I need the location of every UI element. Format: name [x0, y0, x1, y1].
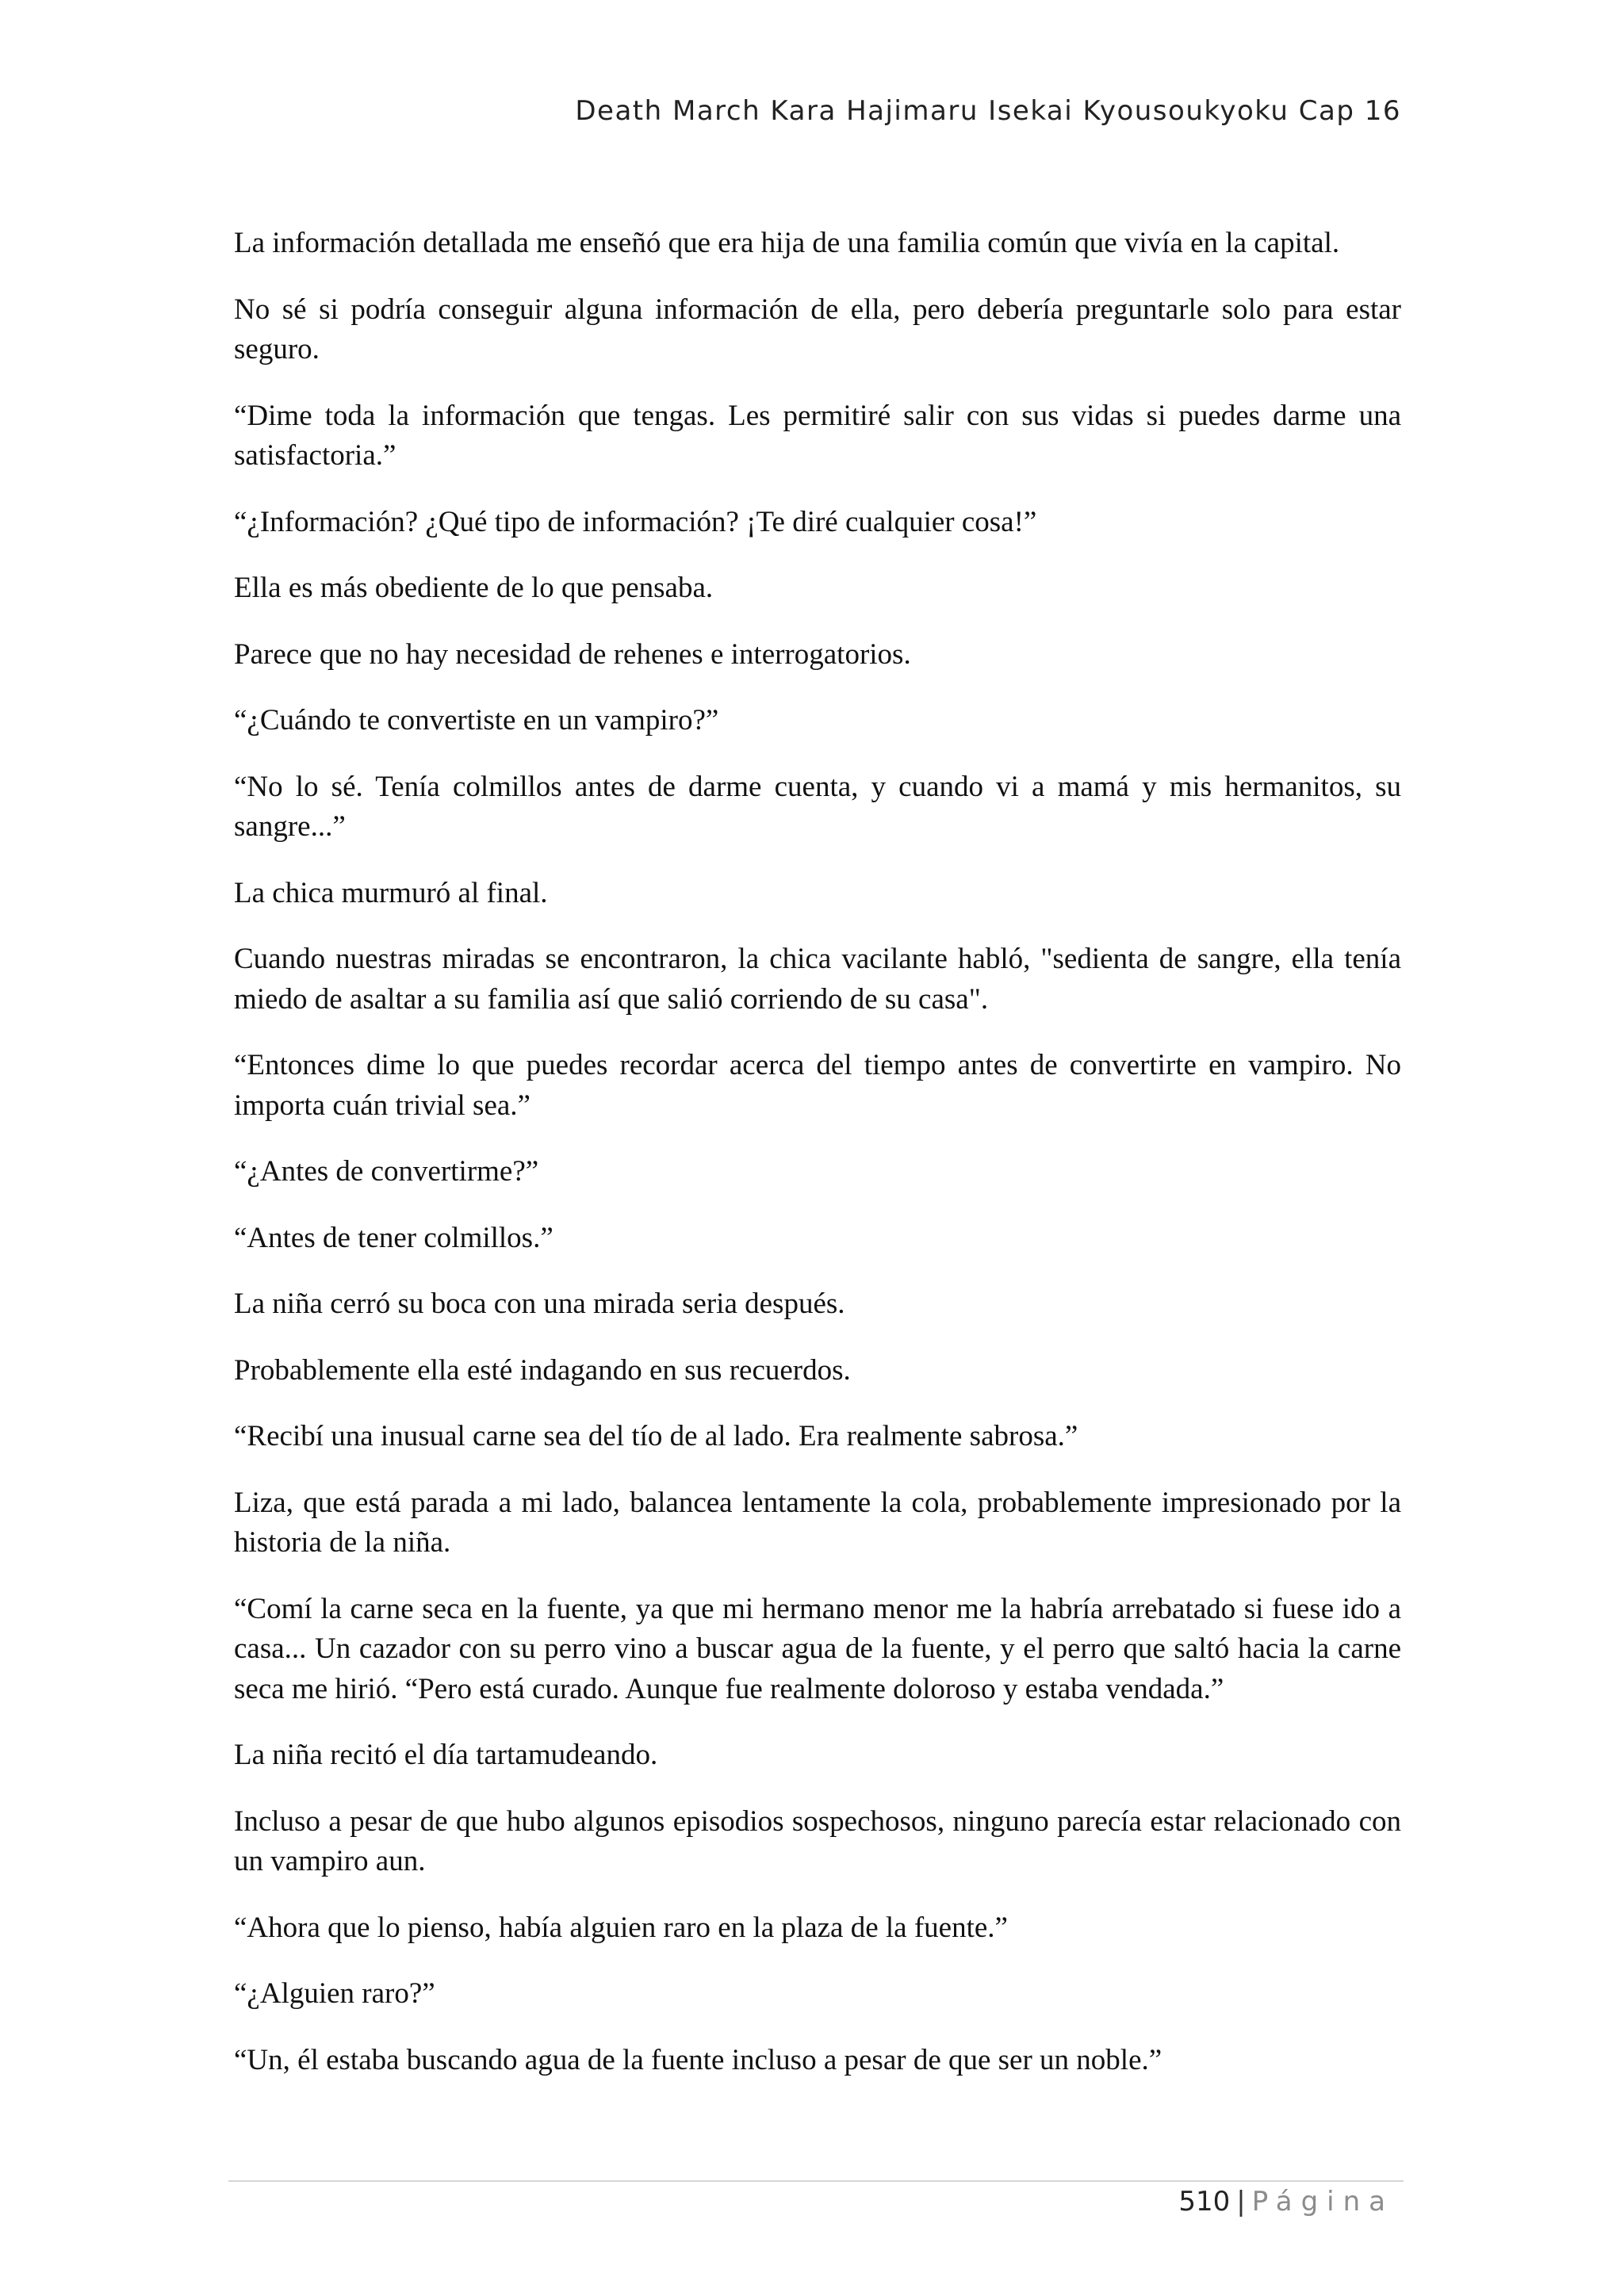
footer-separator: | [1236, 2186, 1246, 2218]
paragraph: “Comí la carne seca en la fuente, ya que mi hermano menor me la habría arrebatado si fuese ido a casa... Un cazador con su perro vino a buscar agua de la fuente, y el perro que saltó hacia la carne seca me hirió. “Pero está curado. Aunque fue realmente doloroso y estaba vendada.” [234, 1592, 1401, 1705]
paragraph: No sé si podría conseguir alguna información de ella, pero debería preguntarle solo para estar seguro. [234, 293, 1401, 365]
paragraph: “No lo sé. Tenía colmillos antes de darme cuenta, y cuando vi a mamá y mis hermanitos, su sangre...” [234, 770, 1401, 843]
paragraph: “Antes de tener colmillos.” [234, 1221, 553, 1254]
paragraph: “Recibí una inusual carne sea del tío de al lado. Era realmente sabrosa.” [234, 1420, 1078, 1452]
paragraph: Cuando nuestras miradas se encontraron, la chica vacilante habló, "sedienta de sangre, ella tenía miedo de asaltar a su familia así que salió corriendo de su casa". [234, 943, 1401, 1016]
paragraph: “¿Información? ¿Qué tipo de información? ¡Te diré cualquier cosa!” [234, 505, 1037, 538]
paragraph: La información detallada me enseñó que era hija de una familia común que vivía en la capital. [234, 227, 1340, 259]
paragraph: “Dime toda la información que tengas. Les permitiré salir con sus vidas si puedes darme una satisfactoria.” [234, 399, 1401, 472]
paragraph: Ella es más obediente de lo que pensaba. [234, 572, 714, 604]
paragraph: “¿Cuándo te convertiste en un vampiro?” [234, 704, 719, 737]
running-header-title: Death March Kara Hajimaru Isekai Kyousoukyoku Cap 16 [575, 95, 1401, 127]
paragraph: La niña cerró su boca con una mirada seria después. [234, 1288, 845, 1320]
paragraph: “Entonces dime lo que puedes recordar acerca del tiempo antes de convertirte en vampiro. No importa cuán trivial sea.” [234, 1049, 1401, 1122]
paragraph: La niña recitó el día tartamudeando. [234, 1739, 658, 1771]
paragraph: Parece que no hay necesidad de rehenes e interrogatorios. [234, 637, 911, 671]
paragraph: Liza, que está parada a mi lado, balancea lentamente la cola, probablemente impresionado por la historia de la niña. [234, 1486, 1401, 1559]
paragraph: “¿Antes de convertirme?” [234, 1155, 539, 1188]
paragraph: La chica murmuró al final. [234, 876, 548, 909]
paragraph: “¿Alguien raro?” [234, 1977, 435, 2010]
page-footer [1178, 2186, 1394, 2218]
paragraph: “Ahora que lo pienso, había alguien raro en la plaza de la fuente.” [234, 1911, 1008, 1944]
paragraph: Incluso a pesar de que hubo algunos episodios sospechosos, ninguno parecía estar relacionado con un vampiro aun. [234, 1804, 1401, 1877]
page-label: Página [1251, 2186, 1394, 2218]
paragraph: Probablemente ella esté indagando en sus recuerdos. [234, 1353, 851, 1387]
footer-divider [228, 2180, 1404, 2182]
page-number: 510 [1178, 2186, 1231, 2218]
paragraph: “Un, él estaba buscando agua de la fuente incluso a pesar de que ser un noble.” [234, 2043, 1162, 2076]
body-text [234, 224, 1401, 2107]
